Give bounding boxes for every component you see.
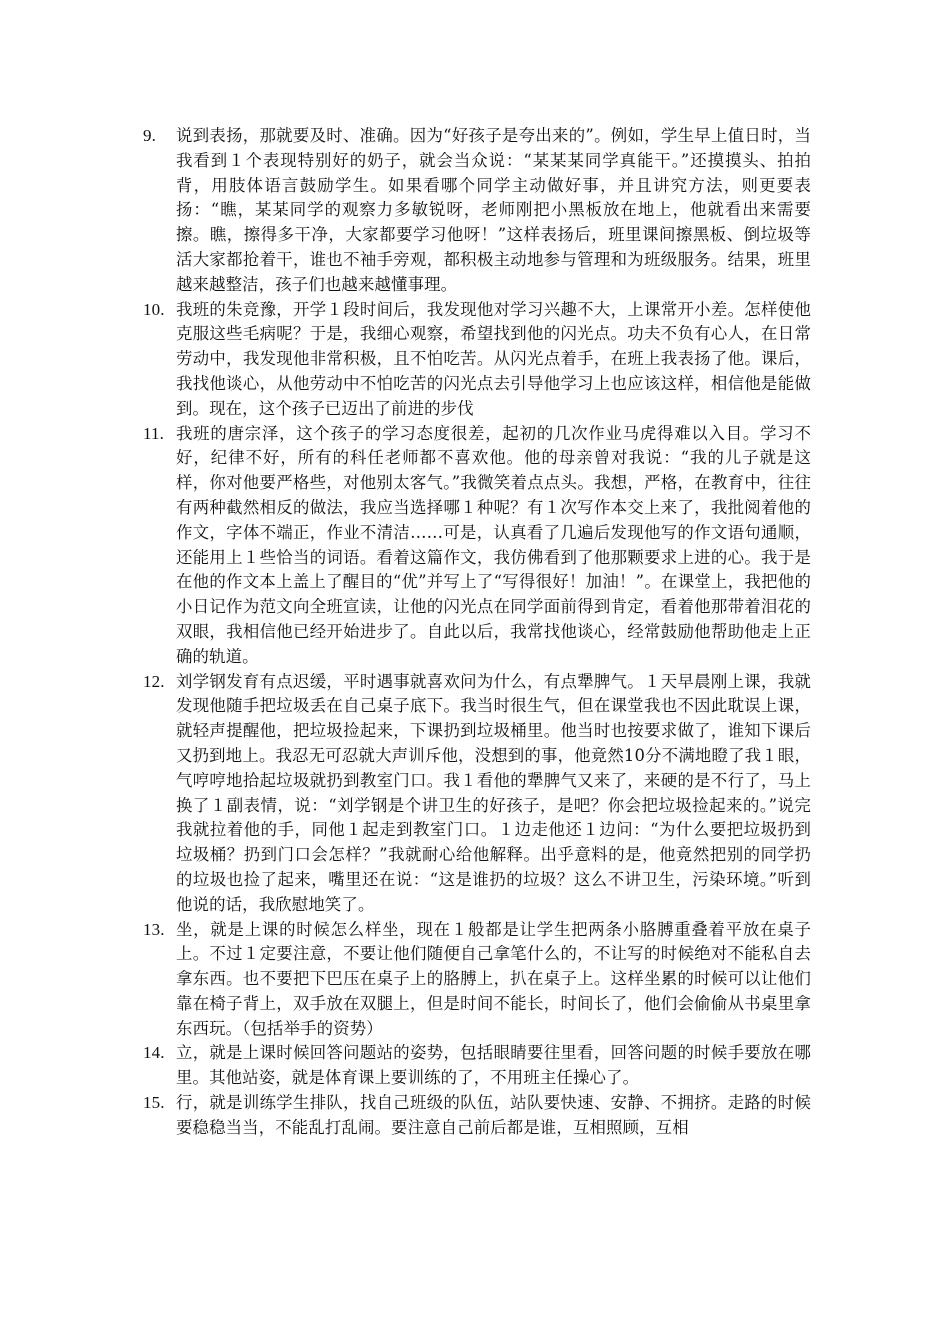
list-item <box>143 422 811 670</box>
item-number: 12. <box>143 671 165 691</box>
item-text: 坐，就是上课的时候怎么样坐，现在１般都是让学生把两条小胳膊重叠着平放在桌子上。不过１定要注意，不要让他们随便自己拿笔什么的，不让写的时候绝对不能私自去拿东西。也不要把下巴压在桌子上的胳膊上，扒在桌子上。这样坐累的时候可以让他们靠在椅子背上，双手放在双腿上，但是时间不能长，时间长了，他们会偷偷从书桌里拿东西玩。（包括举手的资势） <box>176 919 811 1038</box>
numbered-list <box>143 124 811 1141</box>
item-text: 刘学钢发育有点迟缓，平时遇事就喜欢问为什么，有点犟脾气。１天早晨刚上课，我就发现他随手把垃圾丢在自己桌子底下。我当时很生气，但在课堂我也不因此耽误上课，就轻声提醒他，把垃圾捡起来，下课扔到垃圾桶里。他当时也按要求做了，谁知下课后又扔到地上。我忍无可忍就大声训斥他，没想到的事，他竟然10分不满地瞪了我１眼，气哼哼地拾起垃圾就扔到教室门口。我１看他的犟脾气又来了，来硬的是不行了，马上换了１副表情，说：“刘学钢是个讲卫生的好孩子，是吧？你会把垃圾捡起来的。”说完我就拉着他的手，同他１起走到教室门口。１边走他还１边问：“为什么要把垃圾扔到垃圾桶？扔到门口会怎样？”我就耐心给他解释。出乎意料的是，他竟然把别的同学扔的垃圾也捡了起来，嘴里还在说：“这是谁扔的垃圾？这么不讲卫生，污染环境。”听到他说的话，我欣慰地笑了。 <box>176 671 811 914</box>
item-text: 立，就是上课时候回答问题站的姿势，包括眼睛要往里看，回答问题的时候手要放在哪里。其他站姿，就是体育课上要训练的了，不用班主任操心了。 <box>176 1043 811 1088</box>
item-text: 行，就是训练学生排队，找自己班级的队伍，站队要快速、安静、不拥挤。走路的时候要稳稳当当，不能乱打乱闹。要注意自己前后都是谁，互相照顾，互相 <box>176 1093 811 1137</box>
list-item <box>143 670 811 918</box>
item-number: 9. <box>143 126 157 145</box>
list-item <box>143 298 811 422</box>
item-number: 14. <box>143 1043 165 1063</box>
list-item <box>143 124 811 298</box>
item-number: 10. <box>143 299 165 319</box>
list-item <box>143 918 811 1042</box>
list-item <box>143 1091 811 1141</box>
item-number: 15. <box>143 1093 165 1113</box>
list-item <box>143 1041 811 1091</box>
item-number: 11. <box>143 423 165 443</box>
item-number: 13. <box>143 919 165 939</box>
item-text: 我班的唐宗泽，这个孩子的学习态度很差，起初的几次作业马虎得难以入目。学习不好，纪律不好，所有的科任老师都不喜欢他。他的母亲曾对我说：“我的儿子就是这样，你对他要严格些，对他别太客气。”我微笑着点点头。我想，严格，在教育中，往往有两种截然相反的做法，我应当选择哪１种呢？有１次写作本交上来了，我批阅着他的作文，字体不端正，作业不清洁……可是，认真看了几遍后发现他写的作文语句通顺，还能用上１些恰当的词语。看着这篇作文，我仿佛看到了他那颗要求上进的心。我于是在他的作文本上盖上了醒目的“优”并写上了“写得很好！加油！”。在课堂上，我把他的小日记作为范文向全班宣读，让他的闪光点在同学面前得到肯定，看着他那带着泪花的双眼，我相信他已经开始进步了。自此以后，我常找他谈心，经常鼓励他帮助他走上正确的轨道。 <box>176 423 811 666</box>
item-text: 我班的朱竞豫，开学１段时间后，我发现他对学习兴趣不大，上课常开小差。怎样使他克服这些毛病呢？于是，我细心观察，希望找到他的闪光点。功夫不负有心人，在日常劳动中，我发现他非常积极，且不怕吃苦。从闪光点着手，在班上我表扬了他。课后，我找他谈心，从他劳动中不怕吃苦的闪光点去引导他学习上也应该这样，相信他是能做到。现在，这个孩子已迈出了前进的步伐 <box>176 299 811 418</box>
item-text: 说到表扬，那就要及时、准确。因为“好孩子是夸出来的”。例如，学生早上值日时，当我看到１个表现特别好的奶子，就会当众说：“某某某同学真能干。”还摸摸头、拍拍背，用肢体语言鼓励学生。如果看哪个同学主动做好事，并且讲究方法，则更要表扬：“瞧，某某同学的观察力多敏锐呀，老师刚把小黑板放在地上，他就看出来需要擦。瞧，擦得多干净，大家都要学习他呀！”这样表扬后，班里课间擦黑板、倒垃圾等活大家都抢着干，谁也不袖手旁观，都积极主动地参与管理和为班级服务。结果，班里越来越整洁，孩子们也越来越懂事理。 <box>176 126 811 294</box>
